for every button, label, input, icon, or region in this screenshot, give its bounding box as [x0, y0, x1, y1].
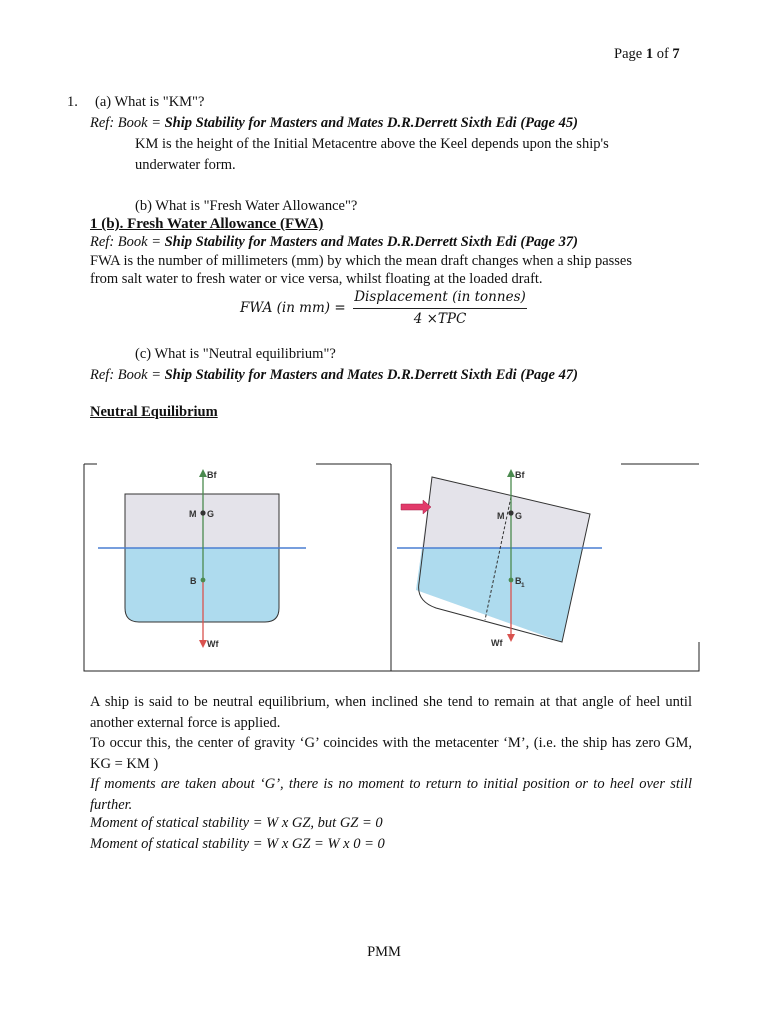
heeled-label-b-sub: 1	[521, 582, 525, 589]
ref-book-b: Ship Stability for Masters and Mates D.R.Derrett Sixth Edi (Page 37)	[164, 234, 578, 250]
figure-svg	[83, 463, 700, 672]
page-current: 1	[645, 46, 654, 62]
section-title: Neutral Equilibrium	[90, 404, 218, 420]
question-a: (a) What is "KM"?	[95, 94, 205, 110]
footer-text: PMM	[367, 944, 401, 960]
paragraph-condition: To occur this, the center of gravity ‘G’ coincides with the metacenter ‘M’, (i.e. the ship has zero GM, KG = KM )	[90, 735, 692, 772]
upright-label-g: G	[207, 509, 215, 519]
heeled-weight-arrow	[507, 634, 515, 642]
upright-weight-arrow	[199, 640, 207, 648]
heeled-label-g: G	[515, 511, 523, 521]
heeled-buoyancy-arrow	[507, 469, 515, 477]
page-prefix: Page	[614, 46, 646, 62]
heading-fwa: 1 (b). Fresh Water Allowance (FWA)	[90, 216, 324, 232]
equation-line-2: Moment of statical stability = W x GZ = W x 0 = 0	[90, 836, 385, 852]
upright-label-wf: Wf	[207, 639, 219, 649]
answer-b-line2: from salt water to fresh water or vice versa, whilst floating at the loaded draft.	[90, 271, 543, 287]
formula-numerator: Displacement (in tonnes)	[354, 289, 526, 305]
upright-hull-above	[125, 494, 279, 548]
ref-book-a: Ship Stability for Masters and Mates D.R.Derrett Sixth Edi (Page 45)	[164, 115, 578, 131]
upright-label-m: M	[189, 509, 197, 519]
formula-lhs: FWA (in mm) =	[240, 300, 346, 316]
formula-fraction-bar	[353, 308, 527, 309]
reference-b	[90, 234, 578, 251]
answer-a-line1: KM is the height of the Initial Metacentre above the Keel depends upon the ship's	[135, 136, 609, 152]
upright-ship	[98, 469, 306, 649]
upright-hull-water	[125, 548, 279, 622]
upright-b-point	[201, 578, 206, 583]
upright-label-bf: Bf	[207, 470, 217, 480]
reference-c	[90, 367, 578, 384]
upright-label-b: B	[190, 576, 197, 586]
neutral-equilibrium-figure	[83, 463, 700, 672]
paragraph-definition: A ship is said to be neutral equilibrium, when inclined she tend to remain at that angle of heel until another external force is applied.	[90, 694, 692, 731]
ref-prefix: Ref: Book =	[90, 115, 165, 131]
heeled-label-bf: Bf	[515, 470, 525, 480]
paragraph-moments: If moments are taken about ‘G’, there is no moment to return to initial position or to heel over still further.	[90, 776, 692, 813]
heeled-label-m: M	[497, 511, 505, 521]
page-number	[614, 46, 680, 63]
page-total: 7	[672, 46, 680, 62]
heeled-b1-point	[509, 578, 514, 583]
upright-buoyancy-arrow	[199, 469, 207, 477]
page-of: of	[653, 46, 673, 62]
heeled-ship	[383, 469, 623, 658]
heeled-hull-water	[383, 548, 623, 658]
question-c: (c) What is "Neutral equilibrium"?	[135, 346, 336, 362]
upright-mg-point	[200, 510, 205, 515]
ref-prefix: Ref: Book =	[90, 234, 165, 250]
reference-a	[90, 115, 578, 132]
external-force-arrow-icon	[401, 500, 431, 514]
answer-a-line2: underwater form.	[135, 157, 236, 173]
heeled-label-b: B	[515, 576, 522, 586]
ref-prefix: Ref: Book =	[90, 367, 165, 383]
ref-book-c: Ship Stability for Masters and Mates D.R.Derrett Sixth Edi (Page 47)	[164, 367, 578, 383]
question-b: (b) What is "Fresh Water Allowance"?	[135, 198, 358, 214]
heeled-label-wf: Wf	[491, 638, 503, 648]
answer-b-line1: FWA is the number of millimeters (mm) by which the mean draft changes when a ship passes	[90, 253, 633, 269]
formula-denominator: 4 ×TPC	[413, 311, 467, 327]
heeled-mg-point	[508, 510, 513, 515]
equation-line-1: Moment of statical stability = W x GZ, but GZ = 0	[90, 815, 383, 831]
question-number: 1.	[67, 94, 78, 110]
